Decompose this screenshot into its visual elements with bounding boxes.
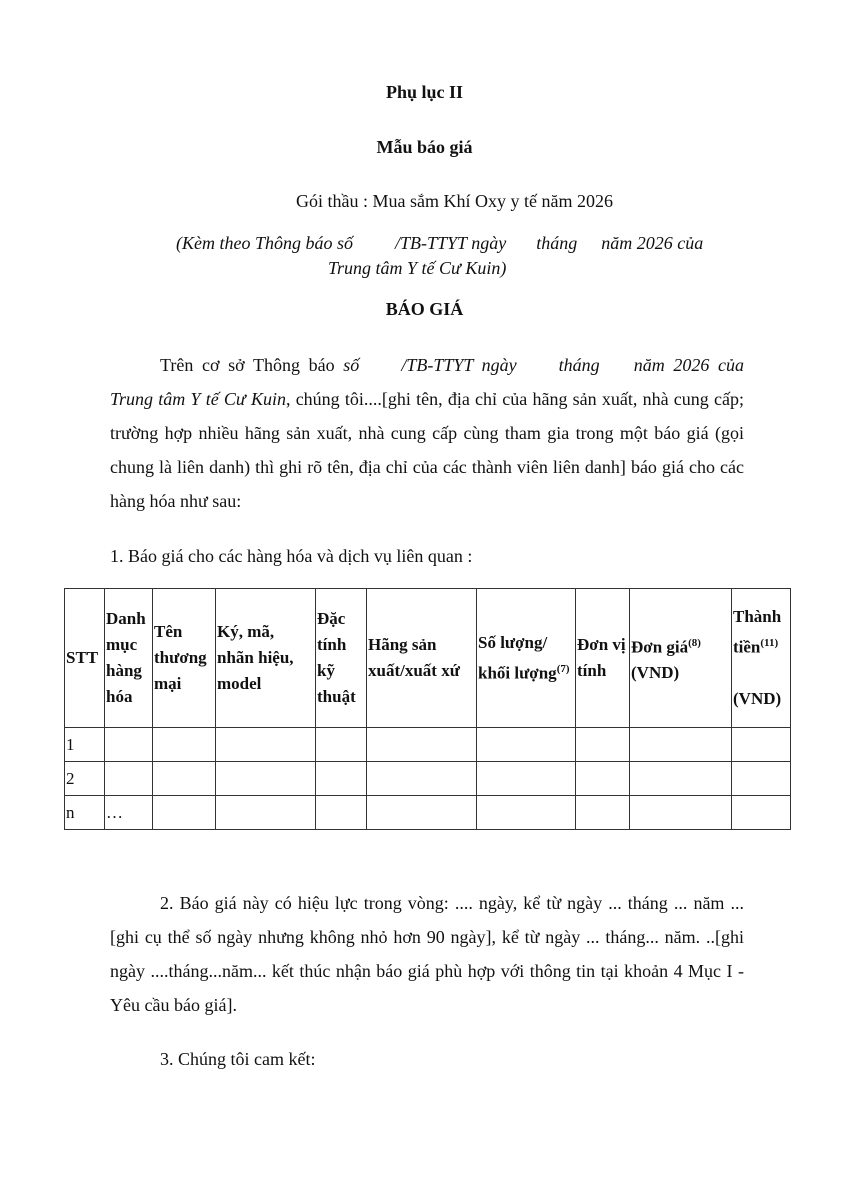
row-stt: 1 (65, 728, 105, 762)
form-title: Mẫu báo giá (376, 137, 473, 157)
attached-b: /TB-TTYT ngày (395, 233, 507, 253)
attached-c: tháng (536, 233, 578, 253)
intro-ref-d: năm 2026 của (633, 355, 744, 375)
intro-ref-c: tháng (558, 355, 600, 375)
col-total: Thành tiền$^{(11)}$ (VND) (732, 589, 791, 728)
col-price: Đơn giá$^{(8)}$ (VND) (630, 589, 732, 728)
row-category (105, 728, 153, 762)
intro-lead: Trên cơ sở Thông báo (160, 355, 344, 375)
section-2-paragraph (110, 886, 744, 1022)
row-category (105, 762, 153, 796)
attached-a: (Kèm theo Thông báo số (176, 233, 353, 253)
col-trade-name: Tên thương mại (153, 589, 216, 728)
row-category: … (105, 796, 153, 830)
attached-line-2: Trung tâm Y tế Cư Kuin) (328, 258, 507, 278)
intro-paragraph (110, 348, 744, 518)
intro-ref-a: số (343, 355, 360, 375)
col-maker: Hãng sản xuất/xuất xứ (367, 589, 477, 728)
intro-ref-b: /TB-TTYT ngày (401, 355, 517, 375)
intro-body: , chúng tôi....[ghi tên, địa chỉ của hãng sản xuất, nhà cung cấp; trường hợp nhiều hãng sản xuất, nhà cung cấp cùng tham gia trong một báo giá (gọi chung là liên danh) thì ghi rõ tên, địa chỉ của các thành viên liên danh] báo giá cho các hàng hóa như sau: (110, 389, 744, 511)
section-1-heading: 1. Báo giá cho các hàng hóa và dịch vụ liên quan : (110, 546, 473, 566)
attached-line-1 (176, 233, 736, 254)
section-3-heading: 3. Chúng tôi cam kết: (160, 1049, 316, 1069)
row-stt: 2 (65, 762, 105, 796)
table-row (65, 796, 791, 830)
attached-d: năm 2026 của (601, 233, 704, 253)
col-model: Ký, mã, nhãn hiệu, model (216, 589, 316, 728)
appendix-title: Phụ lục II (385, 82, 464, 102)
section-2-text: 2. Báo giá này có hiệu lực trong vòng: .... ngày, kể từ ngày ... tháng ... năm ... [ghi cụ thể số ngày nhưng không nhỏ hơn 90 ngày], kể từ ngày ... tháng... năm. ..[ghi ngày ....tháng...năm... kết thúc nhận báo giá phù hợp với thông tin tại khoản 4 Mục I - Yêu cầu báo giá]. (110, 893, 744, 1015)
package-prefix: Gói thầu : Mua sắm (296, 191, 444, 211)
table-row (65, 762, 791, 796)
document-title: BÁO GIÁ (385, 299, 464, 319)
quote-table (64, 588, 791, 830)
col-quantity: Số lượng/ khối lượng$^{(7)}$ (477, 589, 576, 728)
col-unit: Đơn vị tính (576, 589, 630, 728)
package-name: Khí Oxy y tế năm 2026 (443, 191, 613, 211)
col-stt: STT (65, 589, 105, 728)
table-header-row (65, 589, 791, 728)
intro-ref-org: Trung tâm Y tế Cư Kuin (110, 389, 286, 409)
col-specs: Đặc tính kỹ thuật (316, 589, 367, 728)
col-category: Danh mục hàng hóa (105, 589, 153, 728)
package-line (0, 191, 849, 212)
row-stt: n (65, 796, 105, 830)
table-row (65, 728, 791, 762)
